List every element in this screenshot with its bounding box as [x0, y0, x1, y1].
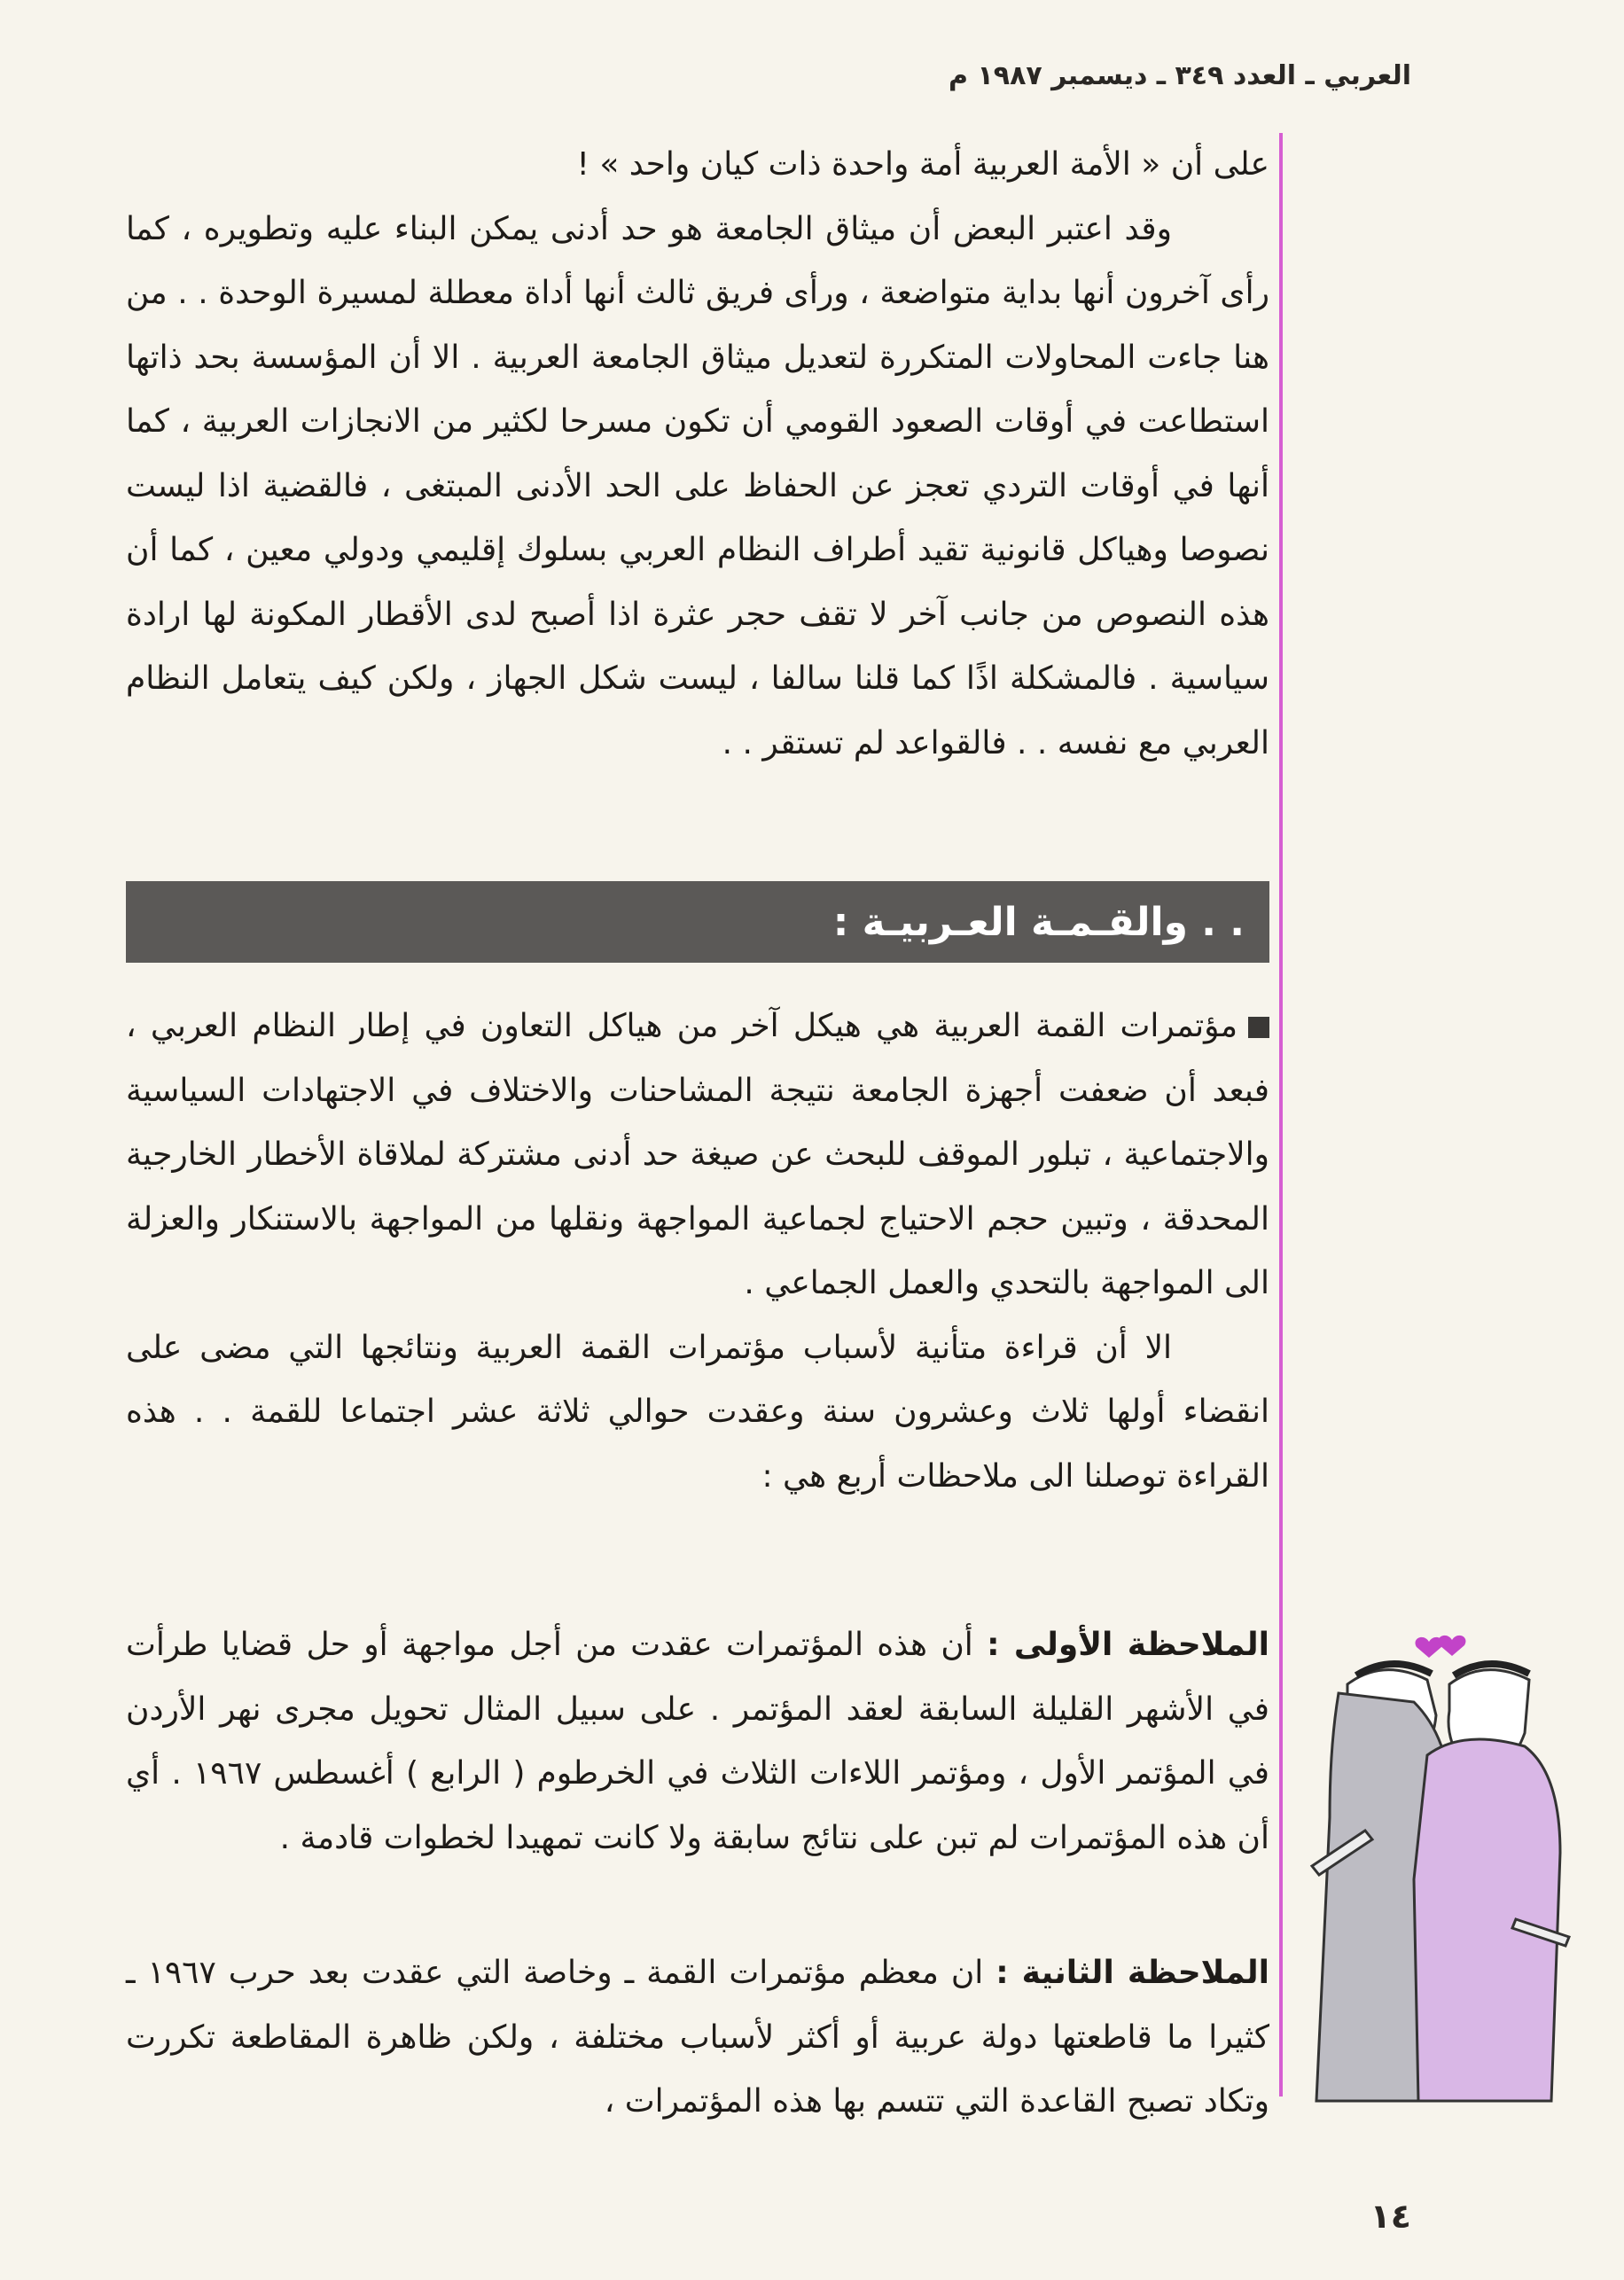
paragraph: الملاحظة الأولى : أن هذه المؤتمرات عقدت من أجل مواجهة أو حل قضايا طرأت في الأشهر القليلة السابقة لعقد المؤتمر . على سبيل المثال تحويل مجرى نهر الأردن في المؤتمر الأول ، ومؤتمر اللاءات الثلاث في الخرطوم ( الرابع ) أغسطس ١٩٦٧ . أي أن هذه المؤتمرات لم تبن على نتائج سابقة ولا كانت تمهيدا لخطوات قادمة .: [126, 1627, 1269, 1856]
heart-icon: [1439, 1636, 1466, 1656]
page-number: ١٤: [1370, 2197, 1411, 2236]
note-lead: الملاحظة الأولى :: [987, 1627, 1269, 1663]
running-header: العربي ـ العدد ٣٤٩ ـ ديسمبر ١٩٨٧ م: [949, 60, 1411, 91]
section-heading: . . والقـمـة العـربيـة :: [832, 899, 1245, 945]
paragraph: على أن « الأمة العربية أمة واحدة ذات كيان واحد » !: [576, 146, 1269, 183]
paragraph: الا أن قراءة متأنية لأسباب مؤتمرات القمة العربية ونتائجها التي مضى على انقضاء أولها ثلاث وعشرون سنة وعقدت حوالي ثلاثة عشر اجتماعا للقمة . . هذه القراءة توصلنا الى ملاحظات أربع هي :: [126, 1329, 1269, 1495]
section2-column: [126, 995, 1269, 1509]
note-first: [126, 1613, 1269, 1870]
paragraph: مؤتمرات القمة العربية هي هيكل آخر من هياكل التعاون في إطار النظام العربي ، فبعد أن ضعفت أجهزة الجامعة نتيجة المشاحنات والاختلاف في الاجتهادات السياسية والاجتماعية ، تبلور الموقف للبحث عن صيغة حد أدنى مشتركة لملاقاة الأخطار الخارجية المحدقة ، وتبين حجم الاحتياج لجماعية المواجهة ونقلها من المواجهة بالاستنكار والعزلة الى المواجهة بالتحدي والعمل الجماعي .: [126, 1008, 1269, 1301]
section-banner: [126, 881, 1269, 963]
cartoon-illustration: [1294, 1622, 1587, 2119]
square-bullet-icon: [1248, 1017, 1269, 1038]
paragraph: وقد اعتبر البعض أن ميثاق الجامعة هو حد أدنى يمكن البناء عليه وتطويره ، كما رأى آخرون أنها بداية متواضعة ، ورأى فريق ثالث أنها أداة معطلة لمسيرة الوحدة . . من هنا جاءت المحاولات المتكررة لتعديل ميثاق الجامعة العربية . الا أن المؤسسة بحد ذاتها استطاعت في أوقات الصعود القومي أن تكون مسرحا لكثير من الانجازات العربية ، كما أنها في أوقات التردي تعجز عن الحفاظ على الحد الأدنى المبتغى ، فالقضية اذا ليست نصوصا وهياكل قانونية تقيد أطراف النظام العربي بسلوك إقليمي ودولي معين ، كما أن هذه النصوص من جانب آخر لا تقف حجر عثرة اذا أصبح لدى الأقطار المكونة لها ارادة سياسية . فالمشكلة اذًا كما قلنا سالفا ، ليست شكل الجهاز ، ولكن كيف يتعامل النظام العربي مع نفسه . . فالقواعد لم تستقر . .: [126, 210, 1269, 761]
note-second: [126, 1941, 1269, 2135]
column-rule: [1279, 133, 1283, 2097]
note-lead: الملاحظة الثانية :: [995, 1955, 1269, 1991]
paragraph: الملاحظة الثانية : ان معظم مؤتمرات القمة ـ وخاصة التي عقدت بعد حرب ١٩٦٧ ـ كثيرا ما قاطعتها دولة عربية أو أكثر لأسباب مختلفة ، ولكن ظاهرة المقاطعة تكررت وتكاد تصبح القاعدة التي تتسم بها هذه المؤتمرات ،: [126, 1955, 1269, 2120]
section1-column: [126, 133, 1269, 776]
